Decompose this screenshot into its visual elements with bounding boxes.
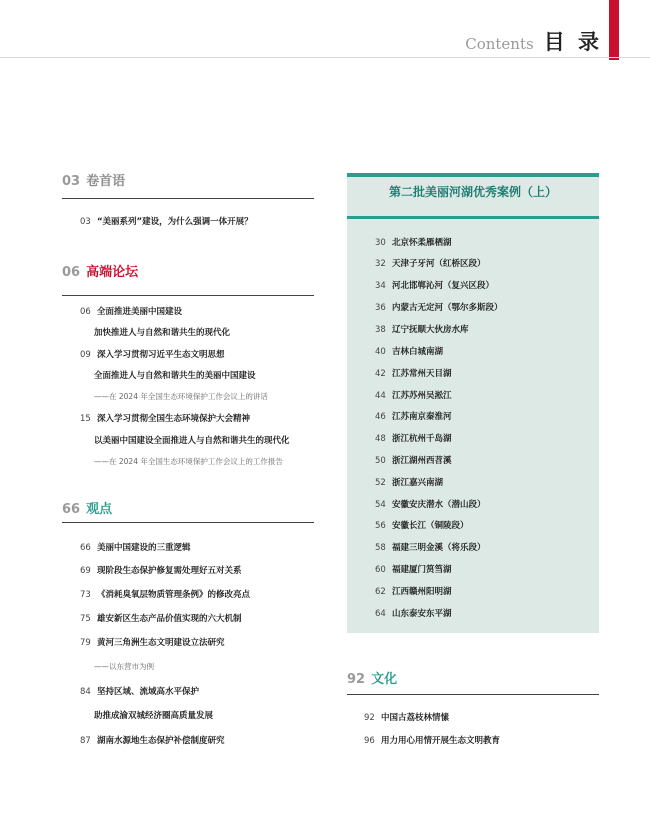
- case-title: 浙江杭州千岛湖: [391, 434, 452, 444]
- case-title: 浙江湖州西苕溪: [391, 456, 452, 466]
- section-rule: [62, 198, 314, 199]
- case-item[interactable]: [375, 541, 485, 553]
- page-number: 32: [375, 259, 386, 269]
- page-number: 46: [375, 412, 386, 422]
- section-rule: [62, 522, 314, 523]
- contents-zh-title: 目 录: [543, 30, 602, 54]
- case-box-title[interactable]: 第二批美丽河湖优秀案例（上）: [388, 185, 557, 199]
- entry-title: 深入学习贯彻全国生态环境保护大会精神: [96, 414, 250, 424]
- entry-title: 黄河三角洲生态文明建设立法研究: [96, 638, 225, 648]
- page-number: 03: [80, 217, 91, 227]
- section-title: 观点: [86, 502, 113, 517]
- section-title: 文化: [371, 672, 398, 687]
- page-number: 75: [80, 614, 91, 624]
- entry-note: ——在 2024 年全国生态环境保护工作会议上的讲话: [94, 392, 268, 401]
- case-box-top-bar: [347, 173, 599, 177]
- toc-entry[interactable]: [80, 215, 253, 227]
- section-culture-heading[interactable]: [347, 668, 397, 687]
- case-title: 安徽安庆潜水（潜山段）: [391, 500, 486, 510]
- section-number: 03: [62, 174, 81, 189]
- page-number: 58: [375, 543, 386, 553]
- page-number: 42: [375, 369, 386, 379]
- section-rule: [347, 694, 599, 695]
- case-item[interactable]: [375, 301, 502, 313]
- page-number: 79: [80, 638, 91, 648]
- toc-entry[interactable]: [80, 348, 224, 360]
- entry-note: ——在 2024 年全国生态环境保护工作会议上的工作报告: [94, 457, 283, 466]
- entry-subtitle[interactable]: 助推成渝双城经济圈高质量发展: [94, 711, 214, 721]
- page-number: 38: [375, 325, 386, 335]
- case-title: 江苏常州天目湖: [391, 369, 452, 379]
- page-number: 40: [375, 347, 386, 357]
- page-number: 60: [375, 565, 386, 575]
- case-title: 江苏南京秦淮河: [391, 412, 452, 422]
- page-number: 64: [375, 609, 386, 619]
- entry-title: 全面推进美丽中国建设: [96, 307, 182, 317]
- case-title: 福建三明金溪（将乐段）: [391, 543, 486, 553]
- section-title: 高端论坛: [86, 265, 139, 280]
- toc-entry[interactable]: [80, 588, 250, 600]
- case-title: 辽宁抚顺大伙房水库: [391, 325, 469, 335]
- case-item[interactable]: [375, 607, 451, 619]
- case-title: 安徽长江（铜陵段）: [391, 521, 469, 531]
- entry-title: 湖南水源地生态保护补偿制度研究: [96, 736, 225, 746]
- page-number: 48: [375, 434, 386, 444]
- entry-title: 现阶段生态保护修复需处理好五对关系: [96, 566, 242, 576]
- red-accent-bar: [609, 0, 619, 60]
- entry-title: 雄安新区生态产品价值实现的六大机制: [96, 614, 242, 624]
- case-item[interactable]: [375, 236, 451, 248]
- case-item[interactable]: [375, 257, 485, 269]
- entry-subtitle[interactable]: 加快推进人与自然和谐共生的现代化: [94, 328, 231, 338]
- case-item[interactable]: [375, 323, 468, 335]
- toc-entry[interactable]: [80, 564, 241, 576]
- section-rule: [62, 295, 314, 296]
- case-box-title-rule: [347, 216, 599, 219]
- case-item[interactable]: [375, 454, 451, 466]
- case-title: 北京怀柔雁栖湖: [391, 238, 452, 248]
- page-number: 69: [80, 566, 91, 576]
- case-title: 福建厦门筼筜湖: [391, 565, 452, 575]
- entry-note: ——以东营市为例: [94, 662, 154, 671]
- page-number: 62: [375, 587, 386, 597]
- case-title: 江苏苏州吴淞江: [391, 391, 452, 401]
- section-number: 66: [62, 502, 81, 517]
- page-number: 06: [80, 307, 91, 317]
- case-item[interactable]: [375, 563, 451, 575]
- page-number: 50: [375, 456, 386, 466]
- case-item[interactable]: [375, 389, 451, 401]
- case-item[interactable]: [375, 345, 443, 357]
- entry-title: “美丽系列”建设，为什么强调一体开展？: [96, 217, 253, 227]
- page-number: 56: [375, 521, 386, 531]
- case-title: 天津子牙河（红桥区段）: [391, 259, 486, 269]
- case-title: 河北邯郸沁河（复兴区段）: [391, 281, 494, 291]
- entry-title: 美丽中国建设的三重逻辑: [96, 543, 191, 553]
- case-item[interactable]: [375, 476, 443, 488]
- section-number: 06: [62, 265, 81, 280]
- page-number: 96: [364, 736, 375, 746]
- page-number: 52: [375, 478, 386, 488]
- page-number: 09: [80, 350, 91, 360]
- page-number: 30: [375, 238, 386, 248]
- page-number: 87: [80, 736, 91, 746]
- case-title: 山东泰安东平湖: [391, 609, 452, 619]
- entry-subtitle[interactable]: 全面推进人与自然和谐共生的美丽中国建设: [94, 371, 256, 381]
- contents-header: [465, 26, 602, 56]
- case-title: 浙江嘉兴南湖: [391, 478, 443, 488]
- case-item[interactable]: [375, 498, 485, 510]
- contents-en-title: Contents: [465, 35, 534, 53]
- case-title: 吉林白城南湖: [391, 347, 443, 357]
- entry-title: 深入学习贯彻习近平生态文明思想: [96, 350, 225, 360]
- page-number: 92: [364, 713, 375, 723]
- entry-title: 用力用心用情开展生态文明教育: [380, 736, 500, 746]
- case-item[interactable]: [375, 410, 451, 422]
- page-number: 44: [375, 391, 386, 401]
- section-views-heading[interactable]: [62, 498, 112, 517]
- page-number: 54: [375, 500, 386, 510]
- case-title: 江西赣州阳明湖: [391, 587, 452, 597]
- entry-title: 坚持区域、流域高水平保护: [96, 687, 199, 697]
- page-number: 15: [80, 414, 91, 424]
- section-preface-heading[interactable]: [62, 170, 125, 189]
- header-divider: [0, 57, 650, 58]
- entry-subtitle[interactable]: 以美丽中国建设全面推进人与自然和谐共生的现代化: [94, 436, 290, 446]
- page-number: 66: [80, 543, 91, 553]
- toc-entry[interactable]: [80, 305, 182, 317]
- toc-entry[interactable]: [364, 711, 449, 723]
- case-title: 内蒙古无定河（鄂尔多斯段）: [391, 303, 503, 313]
- toc-entry[interactable]: [80, 685, 199, 697]
- case-item[interactable]: [375, 367, 451, 379]
- toc-entry[interactable]: [80, 636, 224, 648]
- page-number: 73: [80, 590, 91, 600]
- toc-entry[interactable]: [80, 612, 241, 624]
- case-box: [347, 173, 599, 633]
- case-item[interactable]: [375, 519, 468, 531]
- page-number: 36: [375, 303, 386, 313]
- page-number: 34: [375, 281, 386, 291]
- case-item[interactable]: [375, 585, 451, 597]
- page-number: 84: [80, 687, 91, 697]
- toc-entry[interactable]: [80, 541, 190, 553]
- section-number: 92: [347, 672, 366, 687]
- toc-entry[interactable]: [364, 734, 500, 746]
- toc-entry[interactable]: [80, 412, 250, 424]
- section-title: 卷首语: [86, 174, 126, 189]
- entry-title: 《消耗臭氧层物质管理条例》的修改亮点: [96, 590, 250, 600]
- section-forum-heading[interactable]: [62, 261, 138, 280]
- entry-title: 中国古荔枝林情愫: [380, 713, 449, 723]
- case-item[interactable]: [375, 432, 451, 444]
- case-item[interactable]: [375, 279, 494, 291]
- toc-entry[interactable]: [80, 734, 224, 746]
